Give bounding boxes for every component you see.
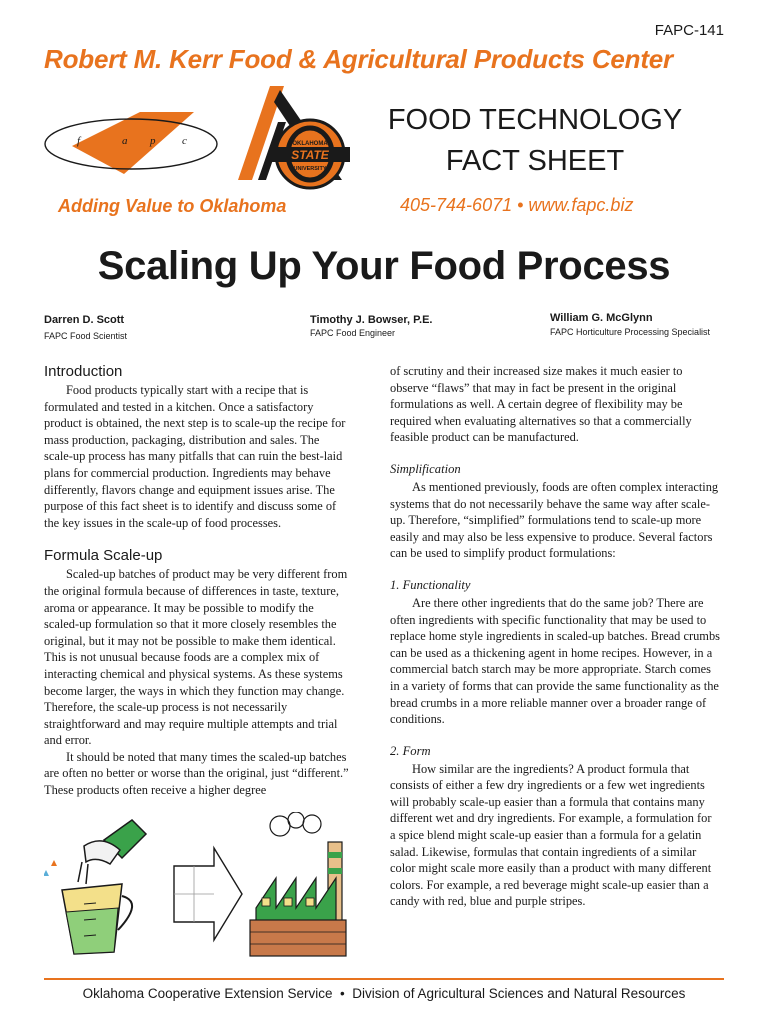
fapc-logo-letter: c [182, 135, 187, 147]
paragraph: Are there other ingredients that do the same job? There are often ingredients with specific functionality that may be used to replace home style ingredients in scaled-up batches. Bread crumbs can be used as a thickening agent in home recipes. However, in a commercial batch starch may be more appropriate. Starch comes in a variety of forms that can provide the same functionality as the bread crumbs in a more reliable manner over a broader range of conditions. [390, 595, 720, 727]
section-heading: Introduction [44, 363, 123, 380]
section-heading: Formula Scale-up [44, 547, 163, 565]
author-name: Darren D. Scott [44, 314, 125, 326]
osu-logo-text: STATE [291, 148, 329, 162]
section-heading: 1. Functionality [390, 577, 471, 592]
paragraph: It should be noted that many times the scaled-up batches are often no better or worse than the original, just “different.” These products often receive a higher degree [44, 749, 349, 798]
fact-sheet-label [340, 100, 730, 182]
paragraph: As mentioned previously, foods are often complex interacting systems that do not necessarily behave the same way after scale-up. Therefore, “simplified” formulations tend to scale-up more easily and may also be less expensive to produce. Several factors can be used to simplify product formulations: [390, 479, 719, 561]
measuring-cup-icon [44, 860, 132, 954]
author-name: William G. McGlynn [550, 312, 653, 324]
paragraph: Scaled-up batches of product may be very different from the original formula because of differences in taste, texture, aroma or appearance. It may be possible to modify the scaled-up formulation so that it more closely resembles the original, but it may not be possible to make them identical. This is not unusual because foods are a complex mix of interacting chemical and physical systems. As these systems become larger, the ways in which they function may change. Therefore, the scale-up process is not necessarily straightforward and may require multiple attempts and trial and error. [44, 567, 348, 748]
author-name: Timothy J. Bowser, P.E. [310, 314, 433, 326]
footer-divider [44, 978, 724, 980]
left-column [44, 363, 350, 799]
scale-up-illustration [44, 812, 360, 962]
factory-icon [250, 812, 346, 956]
section-heading: 2. Form [390, 743, 431, 758]
fapc-logo-letter: a [122, 135, 128, 147]
organization-name: Robert M. Kerr Food & Agricultural Products Center [44, 44, 673, 74]
author-title: FAPC Food Scientist [44, 331, 128, 341]
contact-info: 405-744-6071 • www.fapc.biz [400, 195, 634, 215]
paragraph: Food products typically start with a recipe that is formulated and tested in a kitchen. Once a satisfactory product is obtained, the next step is to scale-up the recipe for mass production, packaging, distribution and sales. The scale-up process has many pitfalls that can ruin the best-laid plans for commercial production. Ingredients may behave differently, flavors change and equipment issues arise. The purpose of this fact sheet is to identify and discuss some of the key issues in the scale-up of food processes. [44, 383, 346, 530]
fapc-logo [44, 106, 222, 180]
author-block [310, 314, 432, 338]
right-column [390, 363, 720, 910]
fact-sheet-line: FOOD TECHNOLOGY [387, 104, 683, 136]
author-title: FAPC Horticulture Processing Specialist [550, 327, 711, 337]
section-heading: Simplification [390, 461, 461, 476]
footer-text: Oklahoma Cooperative Extension Service • Division of Agricultural Sciences and Natural Resources [82, 986, 686, 1001]
fact-sheet-line: FACT SHEET [445, 145, 625, 177]
tagline: Adding Value to Oklahoma [58, 196, 287, 216]
author-block [44, 314, 127, 341]
osu-logo-text: UNIVERSITY [293, 166, 327, 172]
author-title: FAPC Food Engineer [310, 328, 396, 338]
author-block [550, 312, 710, 337]
osu-logo [234, 84, 354, 194]
document-code: FAPC-141 [654, 22, 724, 39]
fapc-logo-letter: p [150, 135, 156, 147]
paragraph: of scrutiny and their increased size makes it much easier to observe “flaws” that may in fact be present in the original formulations as well. A certain degree of flexibility may be required when evaluating alternatives so that a commercially feasible product can be manufactured. [390, 364, 692, 445]
fapc-logo-letter: f [77, 135, 81, 147]
paragraph: How similar are the ingredients? A product formula that consists of either a few dry ingredients or a few wet ingredients will probably scale-up easier than a formula that contains many different wet and dry ingredients. For example, a formulation for a spice blend might scale-up easier than a formula for a gelatin salad. Likewise, formulas that contain ingredients of a similar color might scale more easily than a product with many different colors. For example, a red beverage might scale-up easier than a candy with red, blue and purple stripes. [390, 761, 712, 909]
osu-logo-text: OKLAHOMA [292, 141, 328, 147]
mixer-icon [78, 820, 146, 884]
page-title: Scaling Up Your Food Process [97, 244, 671, 288]
